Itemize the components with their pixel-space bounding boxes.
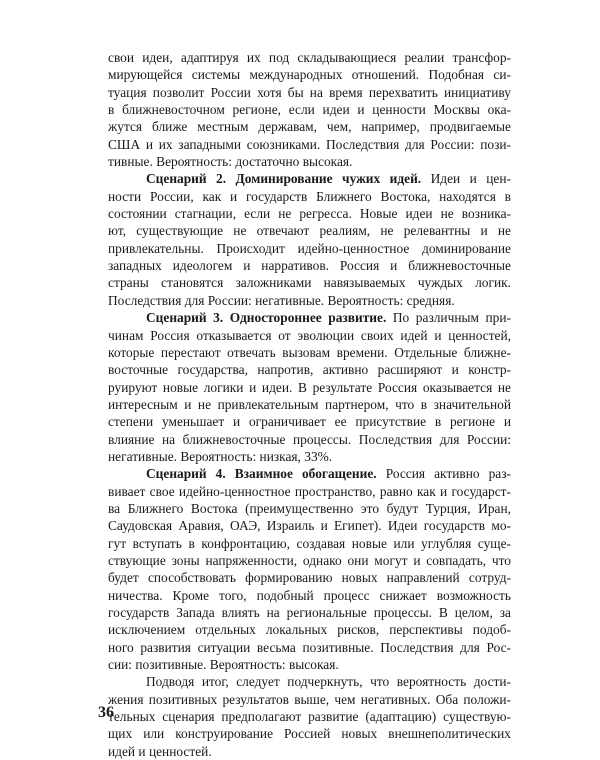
text-line: щих или конструирование Россией новых внешнеполитических — [108, 726, 511, 742]
paragraph-scenario-2 — [108, 170, 511, 309]
text-line: негативные. Вероятность: низкая, 33%. — [108, 448, 333, 464]
text-line: США и их западными союзниками. Последствия для России: пози- — [108, 136, 511, 152]
scenario-3-first-line: По различным при- — [386, 310, 512, 326]
text-line — [108, 170, 511, 187]
page-number: 36 — [98, 704, 114, 721]
text-line: туация позволит России хотя бы на время перехватить инициативу — [108, 84, 511, 100]
text-line: интересным и не привлекательным партнером, что в значительной — [108, 396, 511, 412]
scenario-3-title: Сценарий 3. Одностороннее развитие. — [146, 310, 387, 326]
text-line: ствующие зоны напряженности, однако они могут и совпадать, что — [108, 552, 511, 568]
text-line — [108, 465, 511, 482]
text-line: ности России, как и государств Ближнего Востока, находятся в — [108, 188, 511, 204]
text-line: ного развития ситуации весьма позитивные. Последствия для Рос- — [108, 639, 511, 655]
text-line: тельных сценария предполагают развитие (адаптацию) существую- — [108, 709, 511, 725]
text-line: ничества. Кроме того, подобный процесс снижает возможность — [108, 587, 511, 603]
text-line: восточные государства, напротив, активно расширяют и констр- — [108, 362, 511, 378]
scenario-4-title: Сценарий 4. Взаимное обогащение. — [146, 466, 377, 482]
text-line: жутся ближе местным державам, чем, например, продвигаемые — [108, 119, 511, 135]
scenario-2-first-line: Идеи и цен- — [421, 171, 511, 187]
text-line: гут вступать в конфронтацию, создавая новые или углубляя суще- — [108, 535, 511, 551]
paragraph-intro — [108, 49, 511, 170]
text-line: сии: позитивные. Вероятность: высокая. — [108, 657, 339, 673]
text-line: влияние на ближневосточные процессы. Последствия для России: — [108, 431, 511, 447]
text-line: в ближневосточном регионе, если идеи и ценности Москвы ока- — [108, 102, 511, 118]
text-line — [108, 309, 511, 326]
text-line: ют, существующие не отвечают реалиям, не релевантны и не — [108, 223, 511, 239]
scenario-4-first-line: Россия активно раз- — [376, 466, 512, 482]
text-line: будет способствовать формированию новых направлений сотруд- — [108, 570, 511, 586]
text-line: привлекательны. Происходит идейно-ценностное доминирование — [108, 240, 511, 256]
text-line: свои идеи, адаптируя их под складывающиеся реалии трансфор- — [108, 50, 511, 65]
text-line: Последствия для России: негативные. Вероятность: средняя. — [108, 292, 455, 308]
text-line: государств Запада влиять на региональные процессы. В целом, за — [108, 605, 511, 620]
text-line: ва Ближнего Востока (преимущественно это будут Турция, Иран, — [108, 500, 511, 516]
text-line: тивные. Вероятность: достаточно высокая. — [108, 154, 353, 170]
text-line: степени уменьшает и ограничивает ее присутствие в регионе и — [108, 414, 511, 430]
text-line: мирующейся системы международных отношений. Подобная си- — [108, 67, 511, 83]
text-line: чинам Россия отказывается от эволюции своих идей и ценностей, — [108, 327, 511, 343]
text-line: руируют новые логики и идеи. В результате Россия оказывается не — [108, 379, 511, 395]
text-line: Подводя итог, следует подчеркнуть, что вероятность дости- — [146, 674, 511, 690]
text-line: жения позитивных результатов выше, чем негативных. Оба положи- — [108, 691, 511, 707]
text-line: страны становятся заложниками навязываемых чуждых логик. — [108, 275, 511, 291]
text-line: состоянии стагнации, если не регресса. Новые идеи не возника- — [108, 206, 511, 222]
paragraph-conclusion — [108, 673, 511, 760]
scenario-2-title: Сценарий 2. Доминирование чужих идей. — [146, 171, 422, 187]
text-line: исключением отдельных локальных рисков, перспективы подоб- — [108, 622, 511, 638]
text-line: Саудовская Аравия, ОАЭ, Израиль и Египет). Идеи государств мо- — [108, 518, 511, 534]
paragraph-scenario-4 — [108, 465, 511, 673]
text-line: идей и ценностей. — [108, 743, 212, 759]
text-line: западных идеологем и нарративов. Россия и ближневосточные — [108, 258, 511, 274]
paragraph-scenario-3 — [108, 309, 511, 465]
text-line: которые перестают отвечать вызовам времени. Отдельные ближне- — [108, 344, 511, 360]
page-body — [108, 49, 511, 760]
text-line: вивает свое идейно-ценностное пространство, равно как и государст- — [108, 483, 511, 499]
